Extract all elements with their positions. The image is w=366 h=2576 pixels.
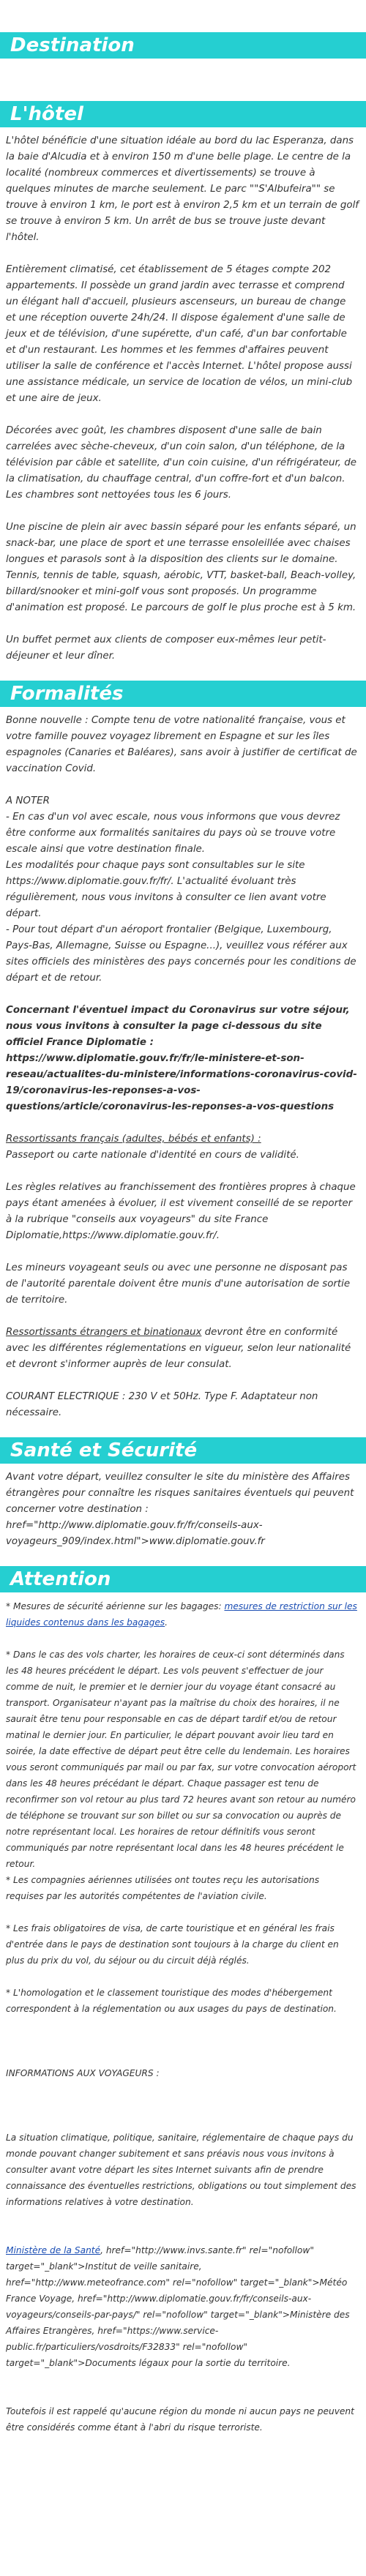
terrorism-risk-text: Toutefois il est rappelé qu'aucune région du monde ni aucun pays ne peuvent être considérés comme étant à l'abri du risque terroriste. [6, 2406, 354, 2433]
hotel-location-text: L'hôtel bénéficie d'une situation idéale au bord du lac Esperanza, dans la baie d'Alcudia et à environ 150 m d'une belle plage. Le centre de la localité (nombreux commerces et divertissements) se trouve à quelques minutes de marche seulement. Le parc ""S'Albufeira"" se trouve à environ 1 km, le port est à environ 2,5 km et un terrain de golf se trouve à environ 5 km. Un arrêt de bus se trouve juste devant l'hôtel. [6, 135, 359, 243]
health-ministry-link[interactable]: Ministère de la Santé [6, 2245, 101, 2255]
attention-section [0, 1598, 366, 2435]
minors-text: Les mineurs voyageant seuls ou avec une personne ne disposant pas de l'autorité parentale doivent être munis d'une autorisation de sortie de territoire. [6, 1262, 351, 1306]
foreign-nationals-title: Ressortissants étrangers et binationaux [6, 1327, 202, 1338]
note-title: A NOTER [6, 795, 50, 806]
hotel-rooms-text: Décorées avec goût, les chambres disposent d'une salle de bain carrelées avec sèche-cheveux, d'un coin salon, d'un téléphone, de la télévision par câble et satellite, d'un coin cuisine, d'un réfrigérateur, de la climatisation, du chauffage central, d'un coffre-fort et d'un balcon. Les chambres sont nettoyées tous les 6 jours. [6, 425, 357, 501]
hotel-facilities-text: Entièrement climatisé, cet établissement de 5 étages compte 202 appartements. Il possède un grand jardin avec terrasse et comprend un élégant hall d'accueil, plusieurs ascenseurs, un bureau de change et une réception ouverte 24h/24. Il dispose également d'une salle de jeux et de télévision, d'une supérette, d'un café, d'un bar confortable et d'un restaurant. Les hommes et les femmes d'affaires peuvent utiliser la salle de conférence et l'accès Internet. L'hôtel propose aussi une assistance médicale, un service de location de vélos, un mini-club et une aire de jeux. [6, 264, 353, 404]
baggage-security-suffix: . [165, 1617, 168, 1628]
covid-notice: Concernant l'éventuel impact du Coronavirus sur votre séjour, nous vous invitons à consulter la page ci-dessous du site officiel France Diplomatie : https://www.diplomatie.gouv.fr/fr/le-ministere-et-son-reseau/actualites-du-ministere/informations-coronavirus-covid-19/coronavirus-les-reponses-a-vos-questions/article/coronavirus-les-reponses-a-vos-questions [6, 1005, 357, 1112]
foreign-nationals-text: devront être en conformité avec les différentes réglementations en vigueur, selon leur nationalité et devront s'informer auprès de leur consulat. [6, 1327, 351, 1370]
formalites-section [0, 713, 366, 1421]
liquid-restrictions-link[interactable]: mesures de restriction sur les liquides contenus dans les bagages [6, 1601, 357, 1628]
baggage-security-paragraph [6, 1598, 359, 1630]
border-rules-text: Les règles relatives au franchissement des frontières propres à chaque pays étant amenées à évoluer, il est vivement conseillé de se reporter à la rubrique "conseils aux voyageurs" du site France Diplomatie,https://www.diplomatie.gouv.fr/. [6, 1182, 356, 1241]
hotel-meals-text: Un buffet permet aux clients de composer eux-mêmes leur petit-déjeuner et leur dîner. [6, 634, 326, 662]
note-line-3: - Pour tout départ d'un aéroport frontalier (Belgique, Luxembourg, Pays-Bas, Allemagne, Suisse ou Espagne...), veuillez vous référer aux sites officiels des ministères des pays concernés pour les conditions de départ et de retour. [6, 924, 356, 984]
baggage-security-prefix: * Mesures de sécurité aérienne sur les bagages: [6, 1601, 225, 1611]
sante-section [0, 1469, 366, 1550]
traveller-info-text: La situation climatique, politique, sanitaire, réglementaire de chaque pays du monde pouvant changer subitement et sans préavis nous vous invitons à consulter avant votre départ les sites Internet suivants afin de prendre connaissance des éventuelles restrictions, obligations ou tout simplement des informations relatives à votre destination. [6, 2133, 356, 2207]
foreign-nationals-paragraph [6, 1325, 359, 1373]
attention-heading: Attention [0, 1566, 366, 1592]
fr-nationals-title: Ressortissants français (adultes, bébés et enfants) : [6, 1134, 261, 1145]
note-line-2: Les modalités pour chaque pays sont consultables sur le site https://www.diplomatie.gouv.fr/fr/. L'actualité évoluant très régulièrement, nous vous invitons à consulter ce lien avant votre départ. [6, 860, 326, 919]
fr-nationals-text: Passeport ou carte nationale d'identité en cours de validité. [6, 1150, 299, 1161]
useful-links-paragraph [6, 2242, 359, 2371]
formalites-heading: Formalités [0, 681, 366, 707]
hotel-section [0, 133, 366, 664]
hotel-activities-text: Une piscine de plein air avec bassin séparé pour les enfants séparé, un snack-bar, une place de sport et une terrasse ensoleillée avec chaises longues et parasols sont à la disposition des clients sur le domaine. Tennis, tennis de table, squash, aérobic, VTT, basket-ball, Beach-volley, billard/snooker et mini-golf vous sont proposés. Un programme d'animation est proposé. Le parcours de golf le plus proche est à 5 km. [6, 522, 356, 613]
hotel-heading: L'hôtel [0, 101, 366, 127]
spacer [0, 59, 366, 101]
useful-links-text: , href="http://www.invs.sante.fr" rel="nofollow" target="_blank">Institut de veille sanitaire, href="http://www.meteofrance.com" rel="nofollow" target="_blank">Météo France Voyage, href="http://www.diplomatie.gouv.fr/fr/conseils-aux-voyageurs/conseils-par-pays/" rel="nofollow" target="_blank">Ministère des Affaires Etrangères, href="https://www.service-public.fr/particuliers/vosdroits/F32833" rel="nofollow" target="_blank">Documents légaux pour la sortie du territoire. [6, 2245, 350, 2368]
airlines-text: * Les compagnies aériennes utilisées ont toutes reçu les autorisations requises par les autorités compétentes de l'aviation civile. [6, 1875, 320, 1901]
traveller-info-title: INFORMATIONS AUX VOYAGEURS : [6, 2068, 160, 2078]
sante-heading: Santé et Sécurité [0, 1437, 366, 1464]
page [0, 32, 366, 2435]
charter-flights-text: * Dans le cas des vols charter, les horaires de ceux-ci sont déterminés dans les 48 heures précédent le départ. Les vols peuvent s'effectuer de jour comme de nuit, le premier et le dernier jour du voyage étant consacré au transport. Organisateur n'ayant pas la maîtrise du choix des horaires, il ne saurait être tenu pour responsable en cas de départ tardif et/ou de retour matinal le dernier jour. En particulier, le départ pouvant avoir lieu tard en soirée, la date effective de départ peut être celle du lendemain. Les horaires vous seront communiqués par mail ou par fax, sur votre convocation aéroport dans les 48 heures précédant le départ. Chaque passager est tenu de reconfirmer son vol retour au plus tard 72 heures avant son retour au numéro de téléphone se trouvant sur son billet ou sur sa convocation ou auprès de notre représentant local. Les horaires de retour définitifs vous seront communiqués par notre représentant local dans les 48 heures précédent le retour. [6, 1650, 356, 1869]
sante-text: Avant votre départ, veuillez consulter le site du ministère des Affaires étrangères pour connaître les risques sanitaires éventuels qui peuvent concerner votre destination : href="http://www.diplomatie.gouv.fr/fr/conseils-aux-voyageurs_909/index.html">www.diplomatie.gouv.fr [6, 1472, 354, 1547]
destination-heading: Destination [0, 32, 366, 59]
formalites-intro: Bonne nouvelle : Compte tenu de votre nationalité française, vous et votre famille pouvez voyagez librement en Espagne et sur les îles espagnoles (Canaries et Baléares), sans avoir à justifier de certificat de vaccination Covid. [6, 715, 357, 774]
visa-fees-text: * Les frais obligatoires de visa, de carte touristique et en général les frais d'entrée dans le pays de destination sont toujours à la charge du client en plus du prix du vol, du séjour ou du circuit déjà réglés. [6, 1923, 339, 1966]
note-line-1: - En cas d'un vol avec escale, nous vous informons que vous devrez être conforme aux formalités sanitaires du pays où se trouve votre escale ainsi que votre destination finale. [6, 812, 340, 855]
accommodation-rating-text: * L'homologation et le classement touristique des modes d'hébergement correspondent à la réglementation ou aux usages du pays de destination. [6, 1988, 337, 2014]
electric-current-text: COURANT ELECTRIQUE : 230 V et 50Hz. Type F. Adaptateur non nécessaire. [6, 1391, 318, 1418]
